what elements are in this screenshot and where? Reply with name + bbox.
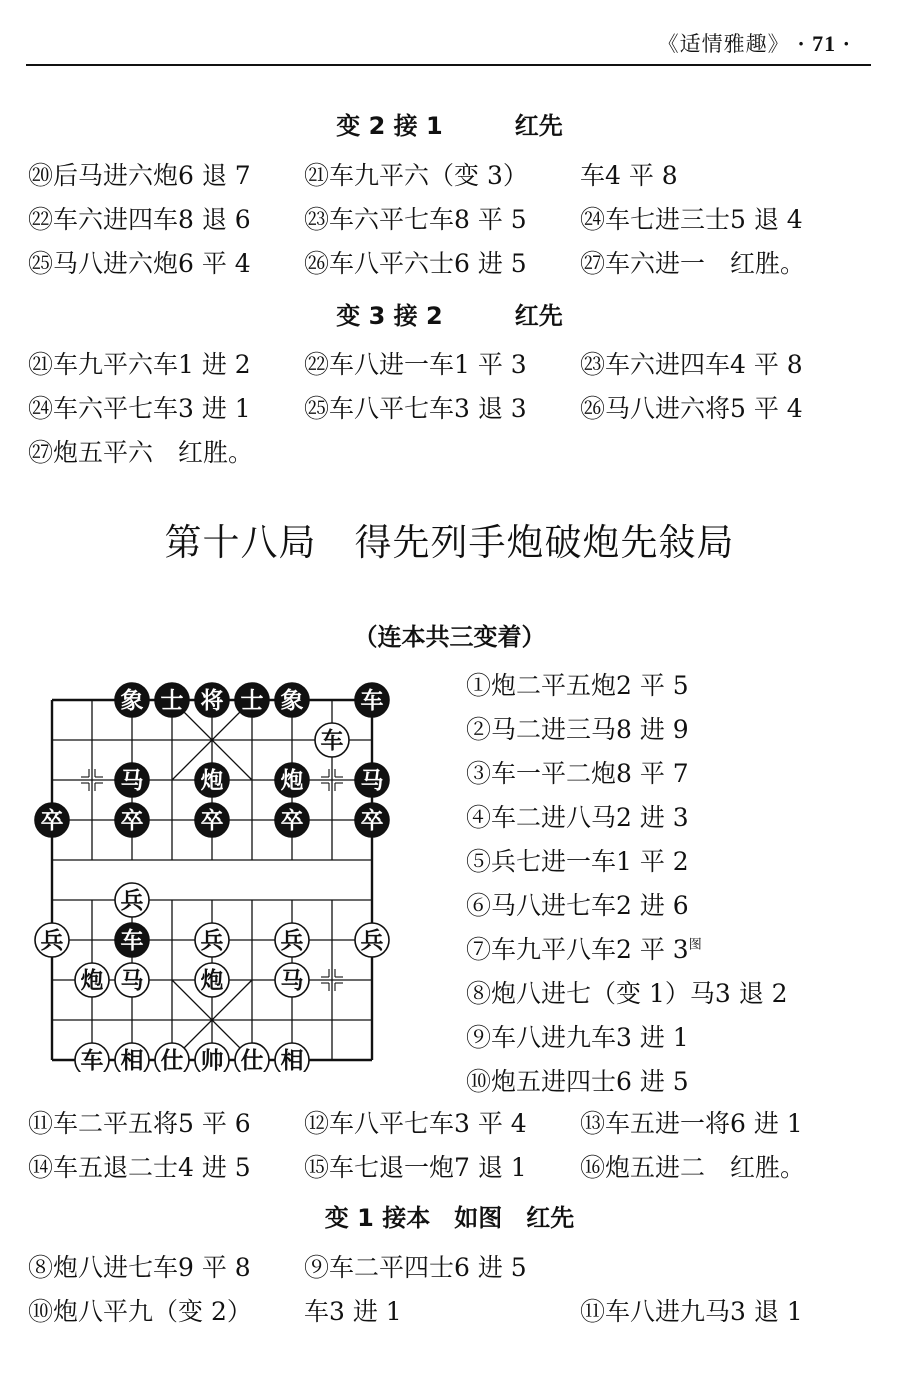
piece-label: 兵 (200, 928, 224, 954)
page-header: 《适情雅趣》 · 71 · (657, 31, 851, 56)
piece-label: 炮 (200, 768, 224, 794)
section-heading-var1: 变 1 接本 如图 红先 (324, 1204, 575, 1232)
piece-label: 士 (240, 688, 264, 714)
move-cell: ⑩炮八平九（变 2） (28, 1297, 252, 1326)
move-cell: ㉖车八平六士6 进 5 (304, 249, 527, 278)
main-move: ⑧炮八进七（变 1）马3 退 2 (466, 979, 788, 1008)
piece-label: 卒 (40, 808, 64, 834)
piece-label: 兵 (280, 928, 304, 954)
piece-label: 兵 (360, 928, 384, 954)
move-cell: ㉑车九平六（变 3） (304, 161, 528, 190)
piece-label: 相 (120, 1048, 144, 1072)
move-cell: ⑪车二平五将5 平 6 (28, 1109, 251, 1138)
piece-label: 仕 (240, 1048, 264, 1072)
piece-label: 马 (280, 968, 304, 994)
move-cell: ⑳后马进六炮6 退 7 (28, 161, 251, 190)
piece-label: 车 (120, 928, 144, 954)
move-row (28, 200, 878, 236)
move-cell: ⑮车七退一炮7 退 1 (304, 1153, 527, 1182)
move-row (28, 244, 878, 280)
move-row (28, 156, 878, 192)
piece-label: 相 (280, 1048, 304, 1072)
piece-label: 兵 (120, 888, 144, 914)
move-cell: ⑪车八进九马3 退 1 (580, 1297, 803, 1326)
move-row (28, 1148, 878, 1184)
move-cell: ㉖马八进六将5 平 4 (580, 394, 803, 423)
section-heading-var2: 变 2 接 1 红先 (336, 112, 563, 140)
move-cell: ⑬车五进一将6 进 1 (580, 1109, 803, 1138)
game-subtitle: （连本共三变着） (353, 623, 546, 651)
page-number: 71 (812, 31, 837, 56)
main-move: ①炮二平五炮2 平 5 (466, 671, 689, 700)
move-row (28, 345, 878, 381)
move-cell: ㉑车九平六车1 进 2 (28, 350, 251, 379)
main-move: ⑥马八进七车2 进 6 (466, 891, 689, 920)
move-row (28, 1104, 878, 1140)
move-row (28, 1248, 878, 1284)
piece-label: 卒 (280, 808, 304, 834)
piece-label: 车 (320, 728, 344, 754)
piece-label: 车 (80, 1048, 104, 1072)
piece-label: 帅 (200, 1048, 224, 1072)
move-row (28, 389, 878, 425)
piece-label: 马 (120, 968, 144, 994)
move-cell: ㉔车七进三士5 退 4 (580, 205, 803, 234)
move-cell: ㉓车六进四车4 平 8 (580, 350, 803, 379)
piece-label: 炮 (200, 968, 224, 994)
piece-label: 卒 (200, 808, 224, 834)
piece-label: 士 (160, 688, 184, 714)
xiangqi-board-diagram (30, 672, 394, 1072)
header-rule (26, 64, 871, 66)
piece-label: 炮 (80, 968, 104, 994)
figure-mark: 图 (688, 937, 702, 953)
main-move-with-figure (466, 930, 702, 966)
piece-label: 兵 (40, 928, 64, 954)
section-heading-var3: 变 3 接 2 红先 (336, 302, 563, 330)
piece-label: 仕 (160, 1048, 184, 1072)
piece-label: 卒 (120, 808, 144, 834)
piece-label: 卒 (360, 808, 384, 834)
move-cell: ㉒车八进一车1 平 3 (304, 350, 527, 379)
move-cell: ㉕车八平七车3 退 3 (304, 394, 527, 423)
main-move: ⑦车九平八车2 平 3 (466, 935, 689, 964)
main-move: ③车一平二炮8 平 7 (466, 759, 689, 788)
move-cell: ㉕马八进六炮6 平 4 (28, 249, 251, 278)
move-cell: ㉓车六平七车8 平 5 (304, 205, 527, 234)
move-cell: ㉗车六进一 红胜。 (580, 249, 806, 278)
move-cell: 车4 平 8 (580, 161, 678, 190)
move-cell: ⑭车五退二士4 进 5 (28, 1153, 251, 1182)
game-title: 第十八局 得先列手炮破炮先敍局 (164, 521, 735, 564)
piece-label: 象 (280, 688, 304, 714)
move-cell: ⑨车二平四士6 进 5 (304, 1253, 527, 1282)
move-cell: ㉗炮五平六 红胜。 (28, 438, 254, 467)
main-move: ⑤兵七进一车1 平 2 (466, 847, 689, 876)
move-cell: ㉒车六进四车8 退 6 (28, 205, 251, 234)
book-title: 《适情雅趣》 (657, 32, 790, 56)
move-cell: ⑧炮八进七车9 平 8 (28, 1253, 251, 1282)
main-move: ⑨车八进九车3 进 1 (466, 1023, 689, 1052)
piece-label: 车 (360, 688, 384, 714)
main-move: ⑩炮五进四士6 进 5 (466, 1067, 689, 1096)
piece-label: 马 (120, 768, 144, 794)
piece-label: 象 (120, 688, 144, 714)
main-move: ④车二进八马2 进 3 (466, 803, 689, 832)
piece-label: 炮 (280, 768, 304, 794)
piece-label: 将 (200, 688, 224, 714)
move-row (28, 433, 878, 469)
move-cell: ⑯炮五进二 红胜。 (580, 1153, 806, 1182)
move-cell: ㉔车六平七车3 进 1 (28, 394, 251, 423)
move-cell: ⑫车八平七车3 平 4 (304, 1109, 527, 1138)
move-cell: 车3 进 1 (304, 1297, 402, 1326)
main-move: ②马二进三马8 进 9 (466, 715, 689, 744)
piece-label: 马 (360, 768, 384, 794)
move-row (28, 1292, 878, 1328)
